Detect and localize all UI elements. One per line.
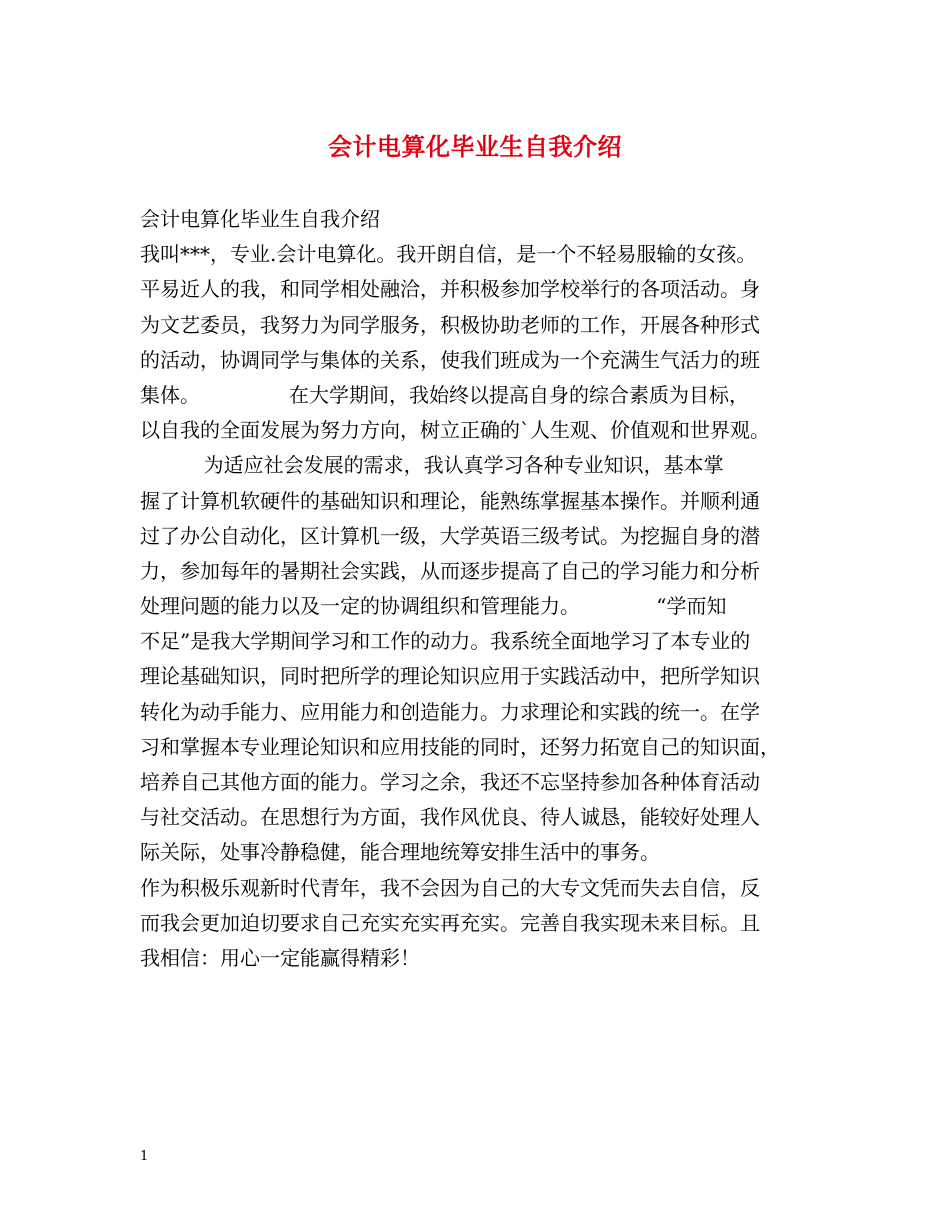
body-line: 培养自己其他方面的能力。学习之余，我还不忘坚持参加各种体育活动 [140,770,760,794]
body-line: 平易近人的我，和同学相处融洽，并积极参加学校举行的各项活动。身 [140,277,760,302]
body-line: 握了计算机软硬件的基础知识和理论，能熟练掌握基本操作。并顺利通 [140,488,760,513]
body-line: 集体。 在大学期间，我始终以提高自身的综合素质为目标， [140,382,750,407]
document-body [140,202,825,976]
body-line: 以自我的全面发展为努力方向，树立正确的`人生观、价值观和世界观。 [140,418,770,443]
document-title: 会计电算化毕业生自我介绍 [328,132,622,161]
body-line: 与社交活动。在思想行为方面，我作风优良、待人诚恳，能较好处理人 [140,805,760,830]
body-line: 过了办公自动化，区计算机一级，大学英语三级考试。为挖掘自身的潜 [140,523,760,548]
body-line: 我叫***，专业.会计电算化。我开朗自信，是一个不轻易服输的女孩。 [140,242,757,267]
body-line: 处理问题的能力以及一定的协调组织和管理能力。 “学而知 [140,594,727,619]
body-line: 而我会更加迫切要求自己充实充实再充实。完善自我实现未来目标。且 [140,910,760,935]
body-line: 的活动，协调同学与集体的关系，使我们班成为一个充满生气活力的班 [140,347,760,372]
body-line: 转化为动手能力、应用能力和创造能力。力求理论和实践的统一。在学 [140,699,760,724]
body-line: 际关际，处事冷静稳健，能合理地统筹安排生活中的事务。 [140,840,660,865]
body-line: 我相信：用心一定能赢得精彩！ [140,945,420,970]
page-number: 1 [140,1149,149,1164]
body-line: 理论基础知识，同时把所学的理论知识应用于实践活动中，把所学知识 [140,664,760,689]
body-line: 为适应社会发展的需求，我认真学习各种专业知识，基本掌 [140,453,724,478]
body-line: 会计电算化毕业生自我介绍 [140,207,380,231]
body-line: 力，参加每年的暑期社会实践，从而逐步提高了自己的学习能力和分析 [140,558,760,583]
body-line: 习和掌握本专业理论知识和应用技能的同时，还努力拓宽自己的知识面， [140,734,780,759]
body-line: 为文艺委员，我努力为同学服务，积极协助老师的工作，开展各种形式 [140,312,760,337]
body-line: 作为积极乐观新时代青年，我不会因为自己的大专文凭而失去自信，反 [140,875,760,900]
body-line: 不足”是我大学期间学习和工作的动力。我系统全面地学习了本专业的 [140,629,751,654]
